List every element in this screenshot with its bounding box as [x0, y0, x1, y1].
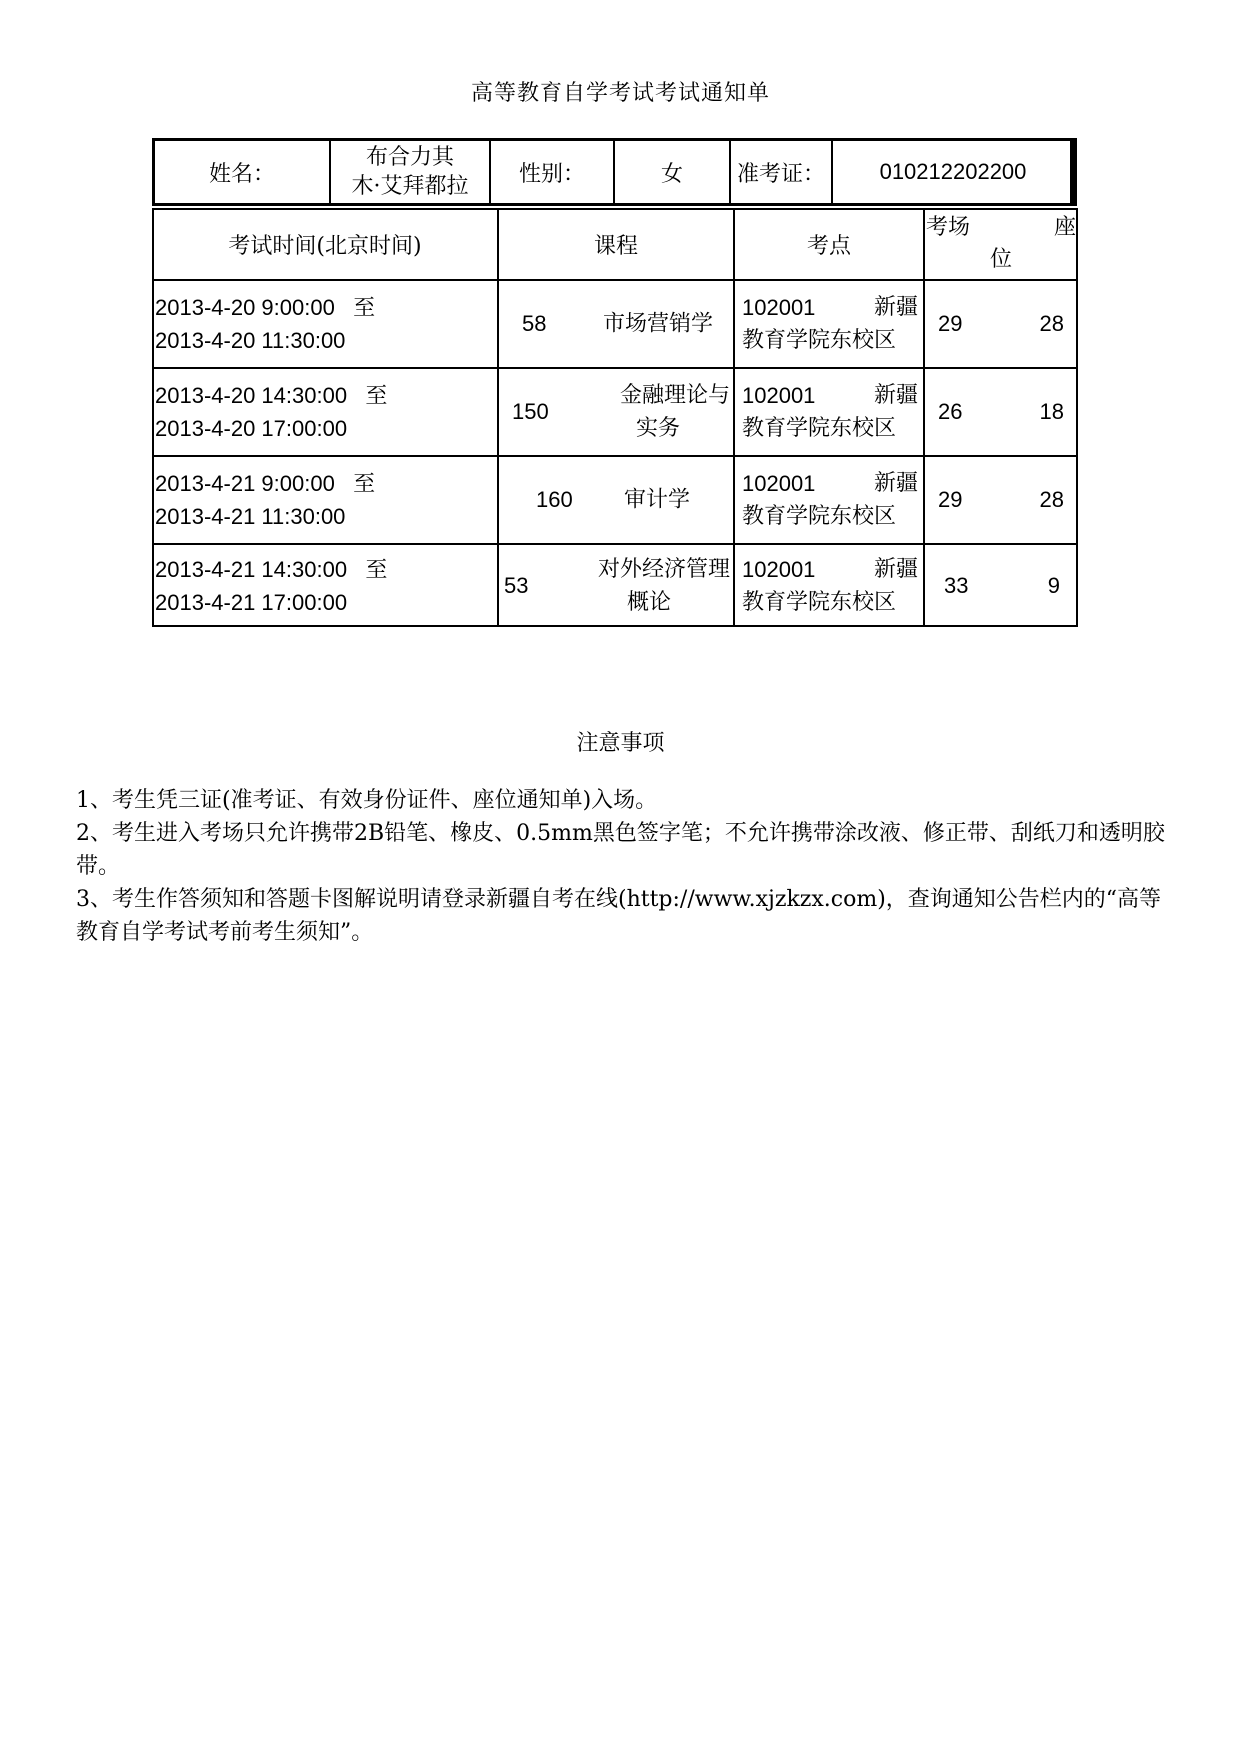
course-name-line-1: 市场营销学 — [602, 311, 713, 337]
notes-list — [76, 784, 1176, 949]
note-item: 1、考生凭三证(准考证、有效身份证件、座位通知单)入场。 — [76, 788, 658, 813]
site-code: 102001 — [742, 471, 816, 496]
seat-number: 28 — [1039, 487, 1064, 512]
name-value — [329, 141, 489, 203]
room-number: 29 — [938, 487, 963, 512]
exam-start: 2013-4-20 9:00:00 至 — [155, 295, 376, 320]
grid-line — [923, 208, 925, 627]
course — [498, 544, 734, 627]
seat-number: 18 — [1039, 399, 1064, 424]
course-name — [588, 308, 728, 341]
name-line-2: 木·艾拜都拉 — [351, 174, 469, 199]
site-code: 102001 — [742, 383, 816, 408]
seat-number: 9 — [1047, 572, 1060, 598]
gender-label: 性别： — [489, 141, 613, 203]
course — [498, 368, 734, 456]
site-name-2: 教育学院东校区 — [742, 328, 897, 353]
exam-site — [734, 280, 924, 368]
grid-line — [152, 279, 1078, 281]
header-course: 课程 — [593, 233, 638, 259]
exam-end: 2013-4-21 11:30:00 — [155, 504, 346, 529]
notes-title: 注意事项 — [576, 731, 665, 756]
room-seat — [924, 456, 1078, 544]
header-seat-2: 位 — [990, 247, 1013, 272]
page-title: 高等教育自学考试考试通知单 — [470, 81, 770, 106]
site-code: 102001 — [742, 556, 816, 582]
exam-end: 2013-4-20 17:00:00 — [155, 416, 348, 441]
site-name-1: 新疆 — [873, 295, 918, 320]
table-row — [152, 368, 1078, 456]
note-item: 2、考生进入考场只允许携带2B铅笔、橡皮、0.5mm黑色签字笔；不允许携带涂改液、修正带、刮纸刀和透明胶带。 — [76, 821, 1165, 879]
note-item: 3、考生作答须知和答题卡图解说明请登录新疆自考在线(http://www.xjzkzx.com)，查询通知公告栏内的“高等教育自学考试考前考生须知”。 — [76, 887, 1162, 945]
course-code: 160 — [536, 487, 573, 512]
site-name-2: 教育学院东校区 — [742, 504, 897, 529]
course — [498, 456, 734, 544]
admission-label: 准考证： — [729, 141, 831, 203]
seat-number: 28 — [1039, 311, 1064, 336]
admission-number: 010212202200 — [831, 141, 1073, 203]
candidate-info-table — [152, 138, 1077, 206]
course-code: 150 — [512, 399, 549, 424]
exam-end: 2013-4-21 17:00:00 — [155, 589, 348, 615]
grid-line — [152, 543, 1078, 545]
exam-site — [734, 544, 924, 627]
table-row — [152, 544, 1078, 627]
course — [498, 280, 734, 368]
course-name-line-1: 金融理论与 — [619, 383, 730, 408]
course-name — [566, 553, 732, 619]
header-room-seat — [924, 208, 1078, 280]
header-seat: 座 — [1053, 215, 1076, 240]
exam-time — [152, 368, 498, 456]
site-name-1: 新疆 — [873, 556, 918, 582]
name-line-1: 布合力其 — [365, 145, 454, 170]
course-name — [602, 484, 712, 517]
room-number: 26 — [938, 399, 963, 424]
site-code: 102001 — [742, 295, 816, 320]
exam-time — [152, 280, 498, 368]
course-name-line-1: 对外经济管理 — [597, 556, 730, 582]
site-name-2: 教育学院东校区 — [742, 416, 897, 441]
table-header-row — [152, 208, 1078, 280]
room-number: 29 — [938, 311, 963, 336]
exam-site — [734, 368, 924, 456]
room-seat — [924, 280, 1078, 368]
header-site: 考点 — [806, 233, 851, 259]
room-number: 33 — [944, 572, 969, 598]
exam-schedule-table — [152, 208, 1078, 627]
exam-time — [152, 544, 498, 627]
room-seat — [924, 544, 1078, 627]
exam-start: 2013-4-21 9:00:00 至 — [155, 471, 376, 496]
course-name-line-1: 审计学 — [623, 487, 690, 513]
exam-start: 2013-4-20 14:30:00 至 — [155, 383, 388, 408]
exam-time — [152, 456, 498, 544]
course-code: 58 — [522, 311, 547, 336]
gender-value: 女 — [613, 141, 729, 203]
table-row — [152, 280, 1078, 368]
header-time: 考试时间(北京时间) — [228, 233, 422, 259]
header-room: 考场 — [926, 215, 971, 240]
course-name-line-2: 概论 — [626, 589, 671, 615]
site-name-1: 新疆 — [873, 383, 918, 408]
table-row — [152, 456, 1078, 544]
site-name-1: 新疆 — [873, 471, 918, 496]
exam-site — [734, 456, 924, 544]
grid-line — [152, 367, 1078, 369]
site-name-2: 教育学院东校区 — [742, 589, 897, 615]
exam-start: 2013-4-21 14:30:00 至 — [155, 556, 388, 582]
grid-line — [733, 208, 735, 627]
exam-end: 2013-4-20 11:30:00 — [155, 328, 346, 353]
name-label: 姓名： — [208, 161, 275, 187]
grid-line — [152, 455, 1078, 457]
course-name — [584, 379, 732, 445]
course-code: 53 — [504, 572, 529, 598]
grid-line — [497, 208, 499, 627]
room-seat — [924, 368, 1078, 456]
course-name-line-2: 实务 — [635, 416, 680, 441]
